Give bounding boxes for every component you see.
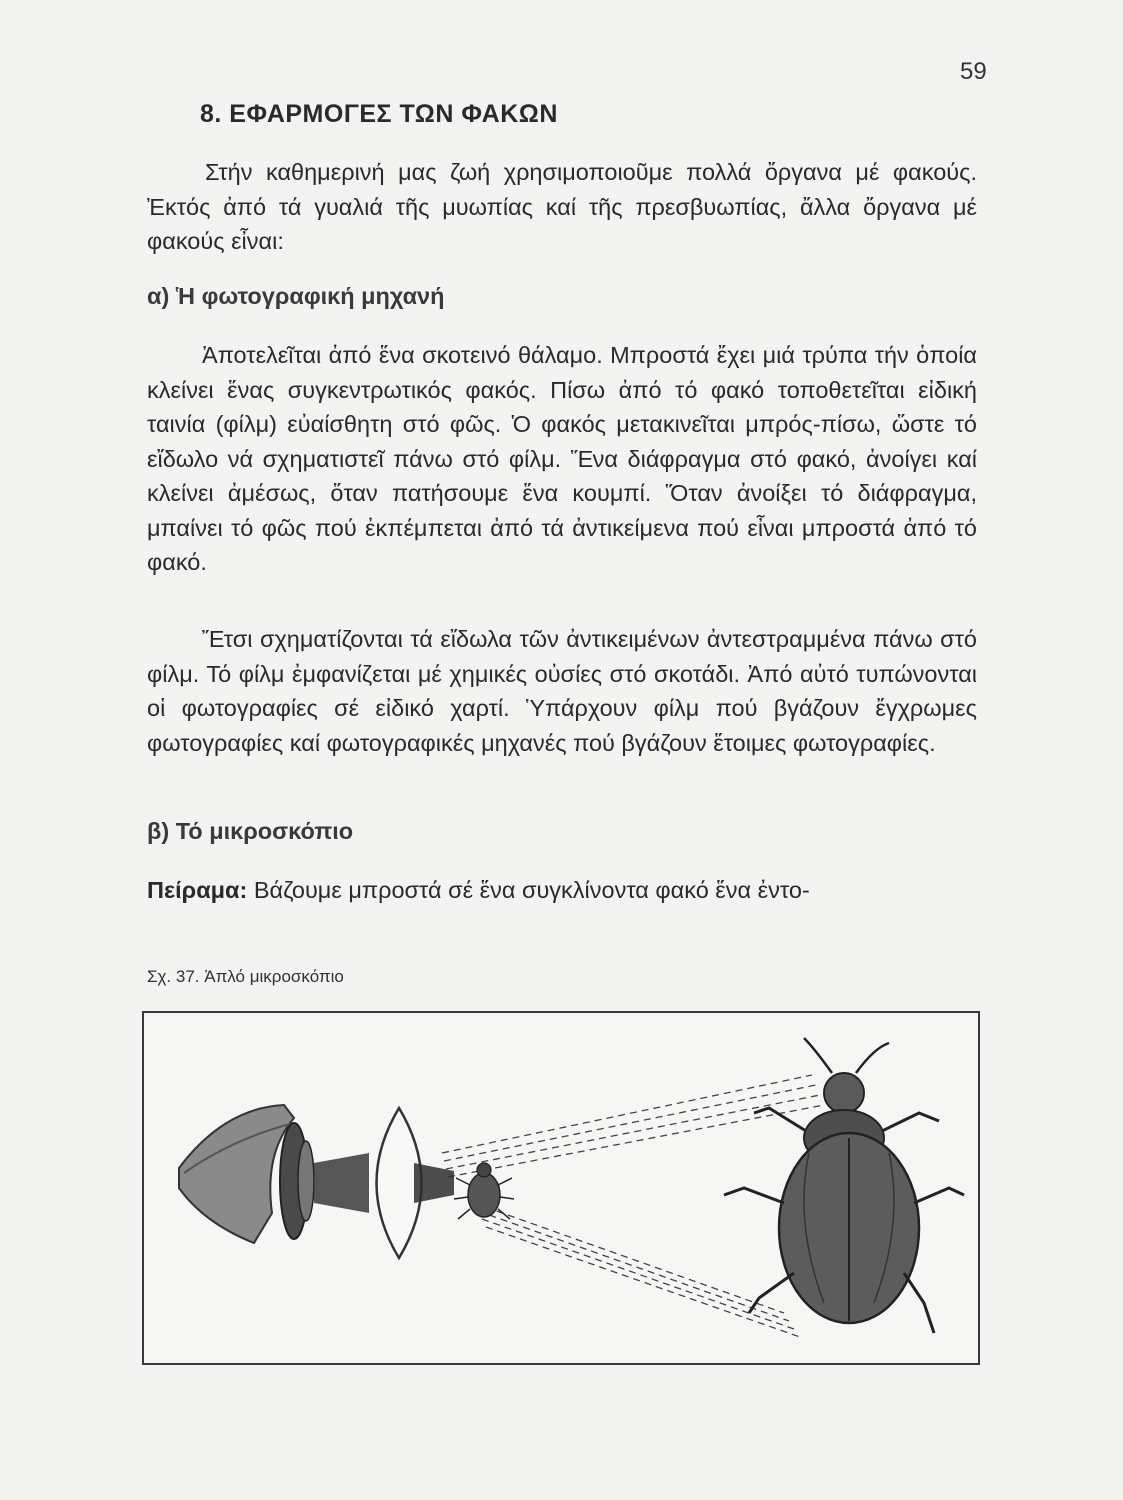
camera-paragraph-1: Ἀποτελεῖται ἀπό ἕνα σκοτεινό θάλαμο. Μπροστά ἔχει μιά τρύπα τήν ὁποία κλείνει ἕνας συγκεντρωτικός φακός. Πίσω ἀπό τό φακό τοποθετεῖται εἰδική ταινία (φίλμ) εὐαίσθητη στό φῶς. Ὁ φακός μετακινεῖται μπρός-πίσω, ὥστε τό εἴδωλο νά σχηματιστεῖ πάνω στό φίλμ. Ἕνα διάφραγμα στό φακό, ἀνοίγει καί κλείνει ἀμέσως, ὅταν πατήσουμε ἕνα κουμπί. Ὅταν ἀνοίξει τό διάφραγμα, μπαίνει τό φῶς πού ἐκπέμπεται ἀπό τά ἀντικείμενα πού εἶναι μπροστά ἀπό τό φακό. — [147, 342, 977, 575]
light-rays — [442, 1075, 824, 1337]
intro-paragraph: Στήν καθημερινή μας ζωή χρησιμοποιοῦμε πολλά ὄργανα μέ φακούς. Ἐκτός ἀπό τά γυαλιά τῆς μυωπίας καί τῆς πρεσβυωπίας, ἄλλα ὄργανα μέ φακούς εἶναι: — [147, 159, 977, 254]
microscope-heading: β) Τό μικροσκόπιο — [147, 818, 354, 844]
section-title: 8. ΕΦΑΡΜΟΓΕΣ ΤΩΝ ΦΑΚΩΝ — [200, 100, 558, 128]
large-beetle-image-icon — [724, 1038, 964, 1333]
eye-icon — [179, 1105, 369, 1243]
small-beetle-icon — [454, 1163, 514, 1219]
camera-paragraph-2: Ἔτσι σχηματίζονται τά εἴδωλα τῶν ἀντικειμένων ἀντεστραμμένα πάνω στό φίλμ. Τό φίλμ ἐμφανίζεται μέ χημικές οὐσίες στό σκοτάδι. Ἀπό αὐτό τυπώνονται οἱ φωτογραφίες σέ εἰδικό χαρτί. Ὑπάρχουν φίλμ πού βγάζουν ἔγχρωμες φωτογραφίες καί φωτογραφικές μηχανές πού βγάζουν ἕτοιμες φωτογραφίες. — [147, 626, 977, 756]
simple-microscope-illustration — [144, 1013, 978, 1363]
camera-heading: α) Ἡ φωτογραφική μηχανή — [147, 283, 445, 309]
simple-microscope-figure — [142, 1011, 980, 1365]
experiment-text: Βάζουμε μπροστά σέ ἕνα συγκλίνοντα φακό ἕνα ἐντο- — [253, 877, 810, 903]
page-number: 59 — [960, 58, 987, 85]
experiment-label: Πείραμα: — [147, 877, 248, 903]
experiment-paragraph — [147, 873, 977, 908]
figure-caption: Σχ. 37. Ἁπλό μικροσκόπιο — [147, 967, 344, 986]
